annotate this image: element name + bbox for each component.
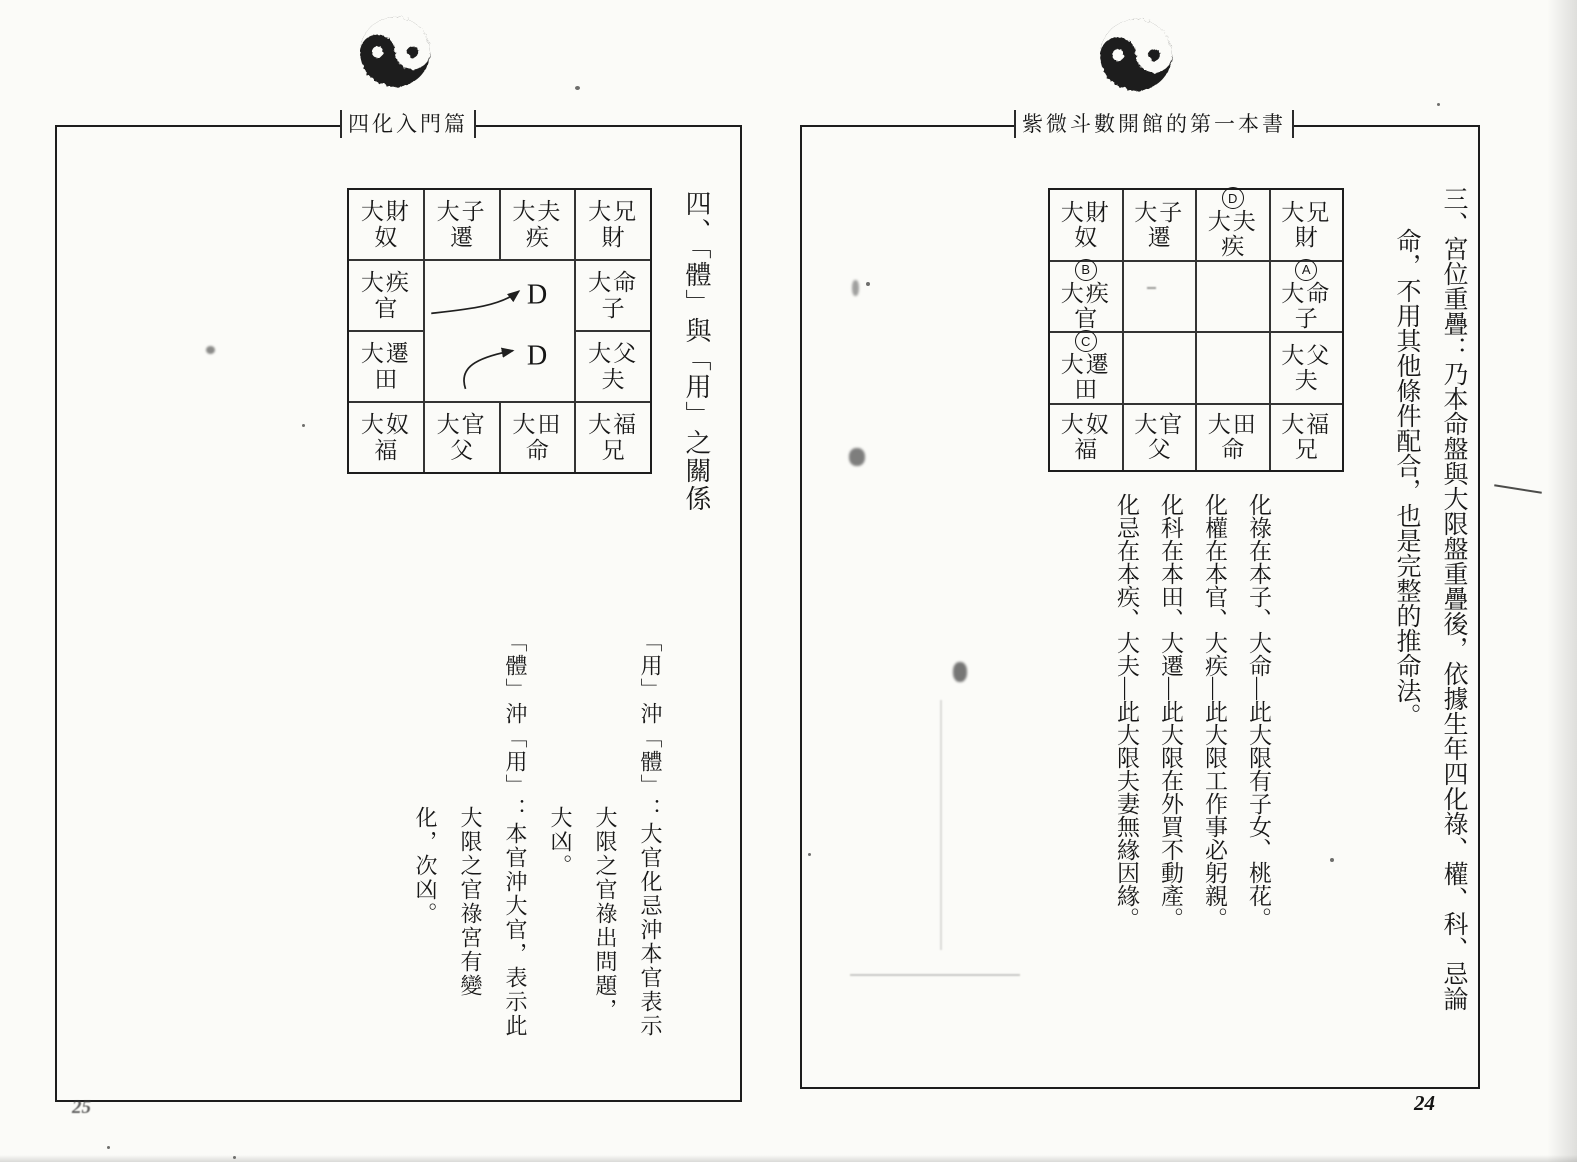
- body-column: 大限之官祿出問題，: [593, 806, 618, 1022]
- body-column: 「體」沖「用」：本官沖大官，表示此: [503, 630, 528, 1038]
- scan-artifact: [866, 282, 870, 286]
- scanner-edge-right: [1547, 0, 1577, 1162]
- palace-cell: [1050, 333, 1122, 403]
- palace-cell: [1124, 405, 1196, 470]
- palace-cell: [425, 190, 499, 259]
- palace-line1: 大子: [1134, 199, 1185, 225]
- page-number-left: 25: [72, 1097, 91, 1118]
- palace-cell: [349, 190, 423, 259]
- yinyang-icon: [356, 14, 434, 90]
- palace-line1: 大官: [436, 412, 487, 438]
- palace-cell: [576, 190, 650, 259]
- scan-artifact: [808, 853, 811, 856]
- palace-line1: 大命: [588, 270, 639, 296]
- palace-cell: [501, 190, 575, 259]
- palace-cell: [1197, 262, 1269, 332]
- palace-cell: [1050, 405, 1122, 470]
- palace-cell: [349, 332, 423, 401]
- palace-cell: [501, 403, 575, 472]
- palace-badge: A: [1295, 259, 1317, 281]
- palace-line2: 子: [601, 295, 625, 321]
- scan-artifact: [849, 448, 865, 466]
- body-column: 大限之官祿宮有變: [458, 806, 483, 998]
- palace-line1: 大兄: [588, 199, 639, 225]
- palace-line2: 遷: [1147, 224, 1171, 250]
- palace-line1: 大夫: [512, 199, 563, 225]
- palace-line1: 大遷: [360, 341, 411, 367]
- scan-artifact: [940, 700, 942, 950]
- palace-line1: 大疾: [1060, 280, 1111, 306]
- palace-line1: 大福: [588, 412, 639, 438]
- scan-artifact: [107, 1146, 110, 1149]
- palace-cell: [576, 332, 650, 401]
- palace-line2: 夫: [601, 366, 625, 392]
- palace-line2: 財: [601, 224, 625, 250]
- palace-cell: [1271, 190, 1343, 260]
- palace-cell: [576, 403, 650, 472]
- scan-artifact: [850, 974, 1020, 976]
- body-column: 化祿在本子、大命—此大限有子女、桃花。: [1246, 493, 1271, 930]
- palace-line2: 疾: [1221, 234, 1245, 260]
- palace-line2: 父: [1147, 437, 1171, 463]
- flow-arrow: [431, 291, 519, 313]
- palace-line1: 大父: [1281, 342, 1332, 368]
- palace-cell: [349, 261, 423, 330]
- grid-center-diagram: [425, 261, 575, 401]
- palace-cell: [1124, 262, 1196, 332]
- scan-artifact: [953, 662, 967, 682]
- palace-line1: 大奴: [1060, 412, 1111, 438]
- palace-cell: [576, 261, 650, 330]
- d-label: D: [526, 340, 548, 372]
- palace-cell: [1197, 333, 1269, 403]
- scan-artifact: [575, 86, 580, 90]
- right-page-header: 紫微斗數開館的第一本書: [1014, 110, 1294, 138]
- palace-cell: [349, 403, 423, 472]
- palace-line2: 子: [1294, 305, 1318, 331]
- right-section-text: [1374, 186, 1468, 1046]
- palace-line1: 大奴: [360, 412, 411, 438]
- palace-line2: 兄: [1294, 437, 1318, 463]
- body-column: 「用」沖「體」：大官化忌沖本官表示: [638, 630, 663, 1038]
- palace-line1: 大福: [1281, 412, 1332, 438]
- scan-artifact: [1494, 484, 1542, 493]
- page-number-right: 24: [1414, 1091, 1435, 1115]
- palace-cell: [1197, 405, 1269, 470]
- scan-artifact: [206, 346, 215, 354]
- palace-line2: 福: [374, 437, 398, 463]
- left-palace-grid: [347, 188, 652, 474]
- palace-line2: 命: [1221, 437, 1245, 463]
- palace-line2: 夫: [1294, 367, 1318, 393]
- palace-badge: D: [1222, 187, 1244, 209]
- palace-cell: [1050, 262, 1122, 332]
- palace-cell: [1124, 333, 1196, 403]
- scanner-edge-bottom: [0, 1155, 1577, 1162]
- palace-line2: 田: [1074, 377, 1098, 403]
- palace-line1: 大兄: [1281, 199, 1332, 225]
- palace-line2: 官: [1074, 305, 1098, 331]
- palace-line2: 兄: [601, 437, 625, 463]
- palace-badge: B: [1075, 259, 1097, 281]
- right-interpretation-text: [1096, 493, 1272, 963]
- flow-arrows-diagram: [425, 261, 575, 401]
- body-column: 大凶。: [548, 806, 573, 878]
- body-column: 化忌在本疾、大夫—此大限夫妻無緣因緣。: [1114, 493, 1139, 930]
- palace-line2: 遷: [450, 224, 474, 250]
- palace-cell: [1197, 190, 1269, 260]
- palace-line1: 大疾: [360, 270, 411, 296]
- palace-line1: 大子: [436, 199, 487, 225]
- palace-line1: 大遷: [1060, 352, 1111, 378]
- palace-line1: 大夫: [1207, 209, 1258, 234]
- d-label: D: [526, 279, 548, 311]
- scan-artifact: [1437, 103, 1440, 106]
- body-column: 命，不用其他條件配合，也是完整的推命法。: [1393, 228, 1420, 728]
- yinyang-icon: [1096, 16, 1176, 94]
- palace-cell: [1271, 262, 1343, 332]
- palace-line2: 福: [1074, 437, 1098, 463]
- palace-line2: 官: [374, 295, 398, 321]
- body-column: 化科在本田、大遷—此大限在外買不動產。: [1158, 493, 1183, 930]
- palace-line1: 大命: [1281, 280, 1332, 306]
- palace-cell: [1124, 190, 1196, 260]
- left-body-text: [393, 630, 663, 1092]
- right-palace-grid: [1048, 188, 1344, 472]
- left-section-title: 四、「體」與「用」之關係: [682, 190, 711, 513]
- body-column: 三、宮位重疊：乃本命盤與大限盤重疊後，依據生年四化祿、權、科、忌論: [1440, 186, 1467, 1011]
- palace-line1: 大田: [512, 412, 563, 438]
- scan-artifact: [302, 424, 305, 427]
- palace-line2: 父: [450, 437, 474, 463]
- palace-cell: [1050, 190, 1122, 260]
- palace-line1: 大官: [1134, 412, 1185, 438]
- palace-cell: [1271, 333, 1343, 403]
- palace-line2: 奴: [1074, 224, 1098, 250]
- palace-line1: 大財: [1060, 199, 1111, 225]
- palace-line1: 大父: [588, 341, 639, 367]
- palace-line2: 疾: [525, 224, 549, 250]
- palace-cell: [1271, 405, 1343, 470]
- body-column: 化權在本官、大疾—此大限工作事必躬親。: [1202, 493, 1227, 930]
- palace-cell: [425, 403, 499, 472]
- body-column: 化，次凶。: [413, 806, 438, 926]
- flow-arrow: [464, 351, 513, 389]
- palace-line2: 田: [374, 366, 398, 392]
- palace-line2: 奴: [374, 224, 398, 250]
- scan-artifact: [1147, 287, 1156, 289]
- palace-badge: C: [1075, 330, 1097, 352]
- palace-line1: 大財: [360, 199, 411, 225]
- scan-artifact: [852, 280, 859, 296]
- palace-line2: 財: [1294, 224, 1318, 250]
- left-page-header: 四化入門篇: [340, 110, 476, 138]
- palace-line1: 大田: [1207, 412, 1258, 438]
- scan-artifact: [1330, 858, 1334, 862]
- palace-line2: 命: [525, 437, 549, 463]
